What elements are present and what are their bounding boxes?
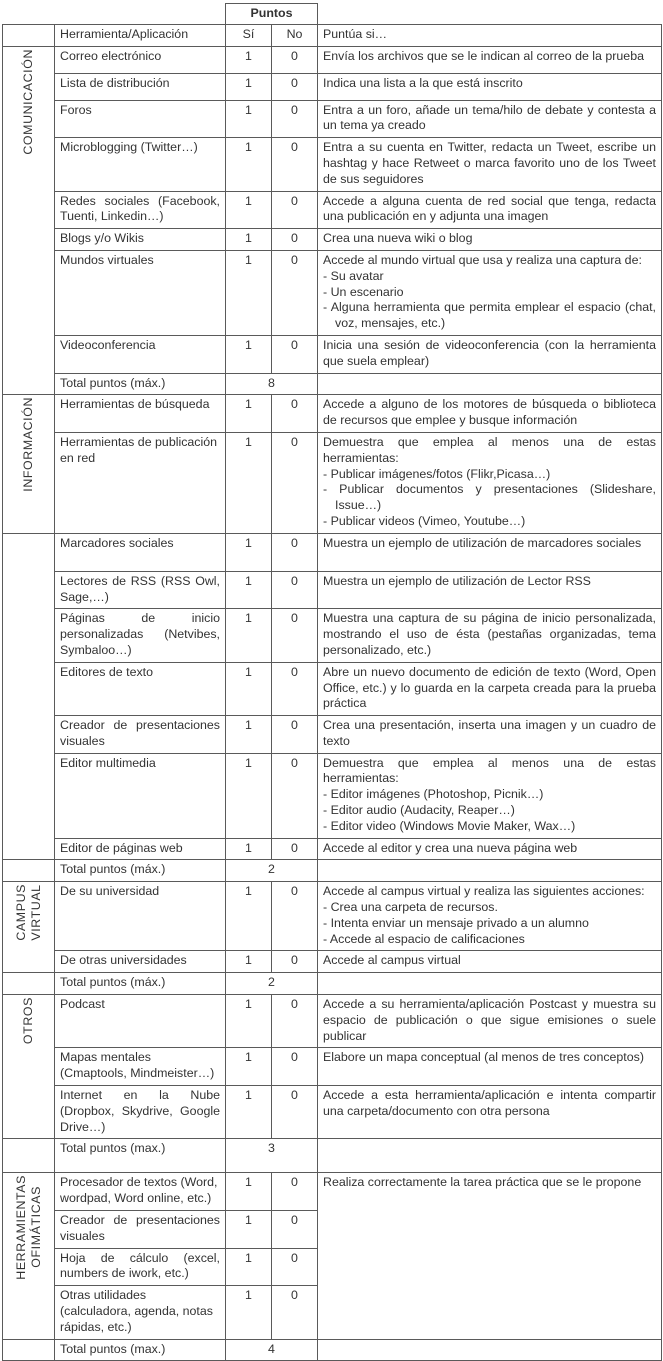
yes-points: 1 — [226, 533, 272, 571]
table-row — [3, 1048, 662, 1086]
table-row — [3, 533, 662, 571]
table-row — [3, 662, 662, 715]
tool-cell: Marcadores sociales — [55, 533, 226, 571]
tool-column-header: Herramienta/Aplicación — [55, 24, 226, 46]
criteria-cell: Muestra una captura de su página de inicio personalizada, mostrando el uso de ésta (pestañas organizadas, tema personalizado, etc.) — [318, 609, 662, 662]
tool-cell: Lista de distribución — [55, 73, 226, 100]
criteria-cell: Accede a alguno de los motores de búsqueda o biblioteca de recursos que emplee y busque información — [318, 395, 662, 433]
table-row — [3, 250, 662, 335]
criteria-cell: Indica una lista a la que está inscrito — [318, 73, 662, 100]
section-label-blank — [3, 1139, 55, 1173]
total-label: Total puntos (máx.) — [55, 973, 226, 995]
criteria-cell: Entra a un foro, añade un tema/hilo de debate y contesta a un tema ya creado — [318, 100, 662, 138]
table-row — [3, 138, 662, 191]
no-points: 0 — [272, 229, 318, 251]
total-value: 3 — [226, 1139, 318, 1173]
table-row — [3, 1086, 662, 1139]
tool-cell: Páginas de inicio personalizadas (Netvibes, Symbaloo…) — [55, 609, 226, 662]
yes-points: 1 — [226, 432, 272, 533]
total-label: Total puntos (max.) — [55, 1139, 226, 1173]
criteria-bullet: - Publicar documentos y presentaciones (Slideshare, Issue…) — [323, 482, 656, 513]
tool-cell: Internet en la Nube (Dropbox, Skydrive, Google Drive…) — [55, 1086, 226, 1139]
tool-cell: Blogs y/o Wikis — [55, 229, 226, 251]
tool-cell: Mapas mentales (Cmaptools, Mindmeister…) — [55, 1048, 226, 1086]
section-label-blank — [3, 860, 55, 882]
no-points: 0 — [272, 571, 318, 609]
tool-cell: Foros — [55, 100, 226, 138]
yes-points: 1 — [226, 46, 272, 73]
criteria-cell: Muestra un ejemplo de utilización de Lector RSS — [318, 571, 662, 609]
criteria-cell: Crea una presentación, inserta una imagen y un cuadro de texto — [318, 716, 662, 754]
tool-cell: Procesador de textos (Word, wordpad, Word online, etc.) — [55, 1173, 226, 1211]
criteria-bullet: - Editor video (Windows Movie Maker, Wax…) — [323, 818, 576, 833]
table-row — [3, 716, 662, 754]
tool-cell: Correo electrónico — [55, 46, 226, 73]
yes-points: 1 — [226, 1211, 272, 1249]
tool-cell: Podcast — [55, 995, 226, 1048]
tool-cell: Lectores de RSS (RSS Owl, Sage,…) — [55, 571, 226, 609]
table-row — [3, 1173, 662, 1211]
no-points: 0 — [272, 250, 318, 335]
criteria-cell: Demuestra que emplea al menos una de estas herramientas: - Publicar imágenes/fotos (Flikr,Picasa…) - Publicar documentos y presentaciones (Slideshare, Issue…) - Publicar videos (Vimeo, Youtube…) — [318, 432, 662, 533]
total-criteria-blank — [318, 973, 662, 995]
table-row — [3, 395, 662, 433]
points-group-header: Puntos — [226, 4, 318, 25]
total-value: 4 — [226, 1339, 318, 1361]
table-row — [3, 335, 662, 373]
tool-cell: Editor multimedia — [55, 753, 226, 838]
total-row — [3, 373, 662, 395]
header-group-row — [3, 4, 662, 25]
yes-points: 1 — [226, 1086, 272, 1139]
no-points: 0 — [272, 191, 318, 229]
tool-cell: Redes sociales (Facebook, Tuenti, Linkedin…) — [55, 191, 226, 229]
yes-points: 1 — [226, 951, 272, 973]
no-points: 0 — [272, 995, 318, 1048]
no-points: 0 — [272, 951, 318, 973]
criteria-cell: Muestra un ejemplo de utilización de marcadores sociales — [318, 533, 662, 571]
yes-points: 1 — [226, 250, 272, 335]
tool-cell: Editores de texto — [55, 662, 226, 715]
yes-points: 1 — [226, 229, 272, 251]
no-points: 0 — [272, 46, 318, 73]
table-row — [3, 882, 662, 951]
criteria-cell: Elabore un mapa conceptual (al menos de tres conceptos) — [318, 1048, 662, 1086]
yes-points: 1 — [226, 335, 272, 373]
criteria-bullet: - Publicar imágenes/fotos (Flikr,Picasa…) — [323, 466, 551, 481]
section-label-blank — [3, 973, 55, 995]
yes-points: 1 — [226, 1248, 272, 1286]
yes-points: 1 — [226, 1173, 272, 1211]
no-points: 0 — [272, 100, 318, 138]
section-header-blank — [3, 24, 55, 46]
table-row — [3, 229, 662, 251]
tool-cell: Creador de presentaciones visuales — [55, 1211, 226, 1249]
criteria-bullet: - Editor audio (Audacity, Reaper…) — [323, 803, 515, 818]
tool-cell: Creador de presentaciones visuales — [55, 716, 226, 754]
criteria-cell: Accede a su herramienta/aplicación Postcast y muestra su espacio de publicación o que sigue emisiones o suele publicar — [318, 995, 662, 1048]
total-criteria-blank — [318, 1339, 662, 1361]
yes-points: 1 — [226, 662, 272, 715]
total-criteria-blank — [318, 860, 662, 882]
criteria-cell: Entra a su cuenta en Twitter, redacta un Tweet, escribe un hashtag y hace Retweet o marca favorito uno de los Tweet de sus seguidores — [318, 138, 662, 191]
total-row — [3, 1339, 662, 1361]
tool-cell: Herramientas de búsqueda — [55, 395, 226, 433]
tool-cell: Herramientas de publicación en red — [55, 432, 226, 533]
yes-points: 1 — [226, 716, 272, 754]
criteria-column-header: Puntúa si… — [318, 24, 662, 46]
total-row — [3, 1139, 662, 1173]
yes-points: 1 — [226, 753, 272, 838]
criteria-cell: Accede al campus virtual — [318, 951, 662, 973]
total-row — [3, 973, 662, 995]
shared-criteria-cell: Realiza correctamente la tarea práctica que se le propone — [318, 1173, 662, 1339]
tool-cell: De su universidad — [55, 882, 226, 951]
table-row — [3, 571, 662, 609]
tool-cell: Microblogging (Twitter…) — [55, 138, 226, 191]
yes-points: 1 — [226, 882, 272, 951]
criteria-cell: Abre un nuevo documento de edición de texto (Word, Open Office, etc.) y lo guarda en la carpeta creada para la prueba práctica — [318, 662, 662, 715]
yes-points: 1 — [226, 100, 272, 138]
criteria-bullet: - Editor imágenes (Photoshop, Picnik…) — [323, 787, 544, 802]
table-row — [3, 191, 662, 229]
no-points: 0 — [272, 716, 318, 754]
total-criteria-blank — [318, 373, 662, 395]
no-points: 0 — [272, 882, 318, 951]
tool-cell: Otras utilidades (calculadora, agenda, notas rápidas, etc.) — [55, 1286, 226, 1339]
yes-points: 1 — [226, 73, 272, 100]
total-value: 8 — [226, 373, 318, 395]
yes-points: 1 — [226, 995, 272, 1048]
no-points: 0 — [272, 1211, 318, 1249]
criteria-cell: Accede al campus virtual y realiza las siguientes acciones: - Crea una carpeta de recursos. - Intenta enviar un mensaje privado a un alumno - Accede al espacio de calificaciones — [318, 882, 662, 951]
section-label-informacion: INFORMACIÓN — [3, 395, 55, 533]
table-row — [3, 46, 662, 73]
yes-points: 1 — [226, 138, 272, 191]
table-row — [3, 995, 662, 1048]
yes-column-header: Sí — [226, 24, 272, 46]
criteria-cell: Crea una nueva wiki o blog — [318, 229, 662, 251]
criteria-cell: Inicia una sesión de videoconferencia (con la herramienta que suela emplear) — [318, 335, 662, 373]
total-value: 2 — [226, 973, 318, 995]
criteria-cell: Accede a esta herramienta/aplicación e intenta compartir una carpeta/documento con otra persona — [318, 1086, 662, 1139]
criteria-bullet: - Accede al espacio de calificaciones — [323, 931, 525, 946]
criteria-cell: Accede al editor y crea una nueva página web — [318, 838, 662, 860]
yes-points: 1 — [226, 395, 272, 433]
no-points: 0 — [272, 1286, 318, 1339]
section-label-campus-virtual: CAMPUS VIRTUAL — [3, 882, 55, 973]
criteria-bullet: - Publicar videos (Vimeo, Youtube…) — [323, 513, 526, 528]
yes-points: 1 — [226, 1048, 272, 1086]
rubric-table — [2, 3, 662, 1361]
yes-points: 1 — [226, 609, 272, 662]
table-row — [3, 753, 662, 838]
no-points: 0 — [272, 1048, 318, 1086]
total-row — [3, 860, 662, 882]
criteria-bullet: - Alguna herramienta que permita emplear el espacio (chat, voz, mensajes, etc.) — [323, 300, 656, 331]
total-value: 2 — [226, 860, 318, 882]
no-points: 0 — [272, 1086, 318, 1139]
section-label-blank — [3, 1339, 55, 1361]
section-label-comunicacion: COMUNICACIÓN — [3, 46, 55, 395]
section-label-unnamed — [3, 533, 55, 860]
criteria-bullet: - Su avatar — [323, 268, 384, 283]
total-label: Total puntos (máx.) — [55, 860, 226, 882]
no-points: 0 — [272, 609, 318, 662]
table-row — [3, 432, 662, 533]
section-label-herramientas-ofimaticas: HERRAMIENTAS OFIMÁTICAS — [3, 1173, 55, 1339]
no-points: 0 — [272, 838, 318, 860]
criteria-bullet: - Un escenario — [323, 284, 404, 299]
yes-points: 1 — [226, 1286, 272, 1339]
section-label-otros: OTROS — [3, 995, 55, 1139]
no-points: 0 — [272, 1248, 318, 1286]
table-row — [3, 951, 662, 973]
tool-cell: Videoconferencia — [55, 335, 226, 373]
criteria-cell: Accede al mundo virtual que usa y realiza una captura de: - Su avatar - Un escenario - Alguna herramienta que permita emplear el espacio (chat, voz, mensajes, etc.) — [318, 250, 662, 335]
table-row — [3, 838, 662, 860]
total-label: Total puntos (max.) — [55, 1339, 226, 1361]
tool-cell: Editor de páginas web — [55, 838, 226, 860]
criteria-bullet: - Intenta enviar un mensaje privado a un alumno — [323, 915, 589, 930]
header-row — [3, 24, 662, 46]
total-label: Total puntos (máx.) — [55, 373, 226, 395]
no-points: 0 — [272, 662, 318, 715]
table-row — [3, 609, 662, 662]
criteria-cell: Envía los archivos que se le indican al correo de la prueba — [318, 46, 662, 73]
tool-cell: Mundos virtuales — [55, 250, 226, 335]
no-points: 0 — [272, 138, 318, 191]
no-points: 0 — [272, 432, 318, 533]
no-points: 0 — [272, 395, 318, 433]
criteria-bullet: - Crea una carpeta de recursos. — [323, 900, 498, 915]
yes-points: 1 — [226, 838, 272, 860]
tool-cell: De otras universidades — [55, 951, 226, 973]
criteria-cell: Demuestra que emplea al menos una de estas herramientas: - Editor imágenes (Photoshop, Picnik…) - Editor audio (Audacity, Reaper…) - Editor video (Windows Movie Maker, Wax…) — [318, 753, 662, 838]
yes-points: 1 — [226, 191, 272, 229]
no-points: 0 — [272, 73, 318, 100]
no-points: 0 — [272, 533, 318, 571]
criteria-cell: Accede a alguna cuenta de red social que tenga, redacta una publicación en y adjunta una imagen — [318, 191, 662, 229]
no-points: 0 — [272, 1173, 318, 1211]
table-row — [3, 73, 662, 100]
no-column-header: No — [272, 24, 318, 46]
table-row — [3, 100, 662, 138]
no-points: 0 — [272, 753, 318, 838]
total-criteria-blank — [318, 1139, 662, 1173]
no-points: 0 — [272, 335, 318, 373]
yes-points: 1 — [226, 571, 272, 609]
tool-cell: Hoja de cálculo (excel, numbers de iwork, etc.) — [55, 1248, 226, 1286]
